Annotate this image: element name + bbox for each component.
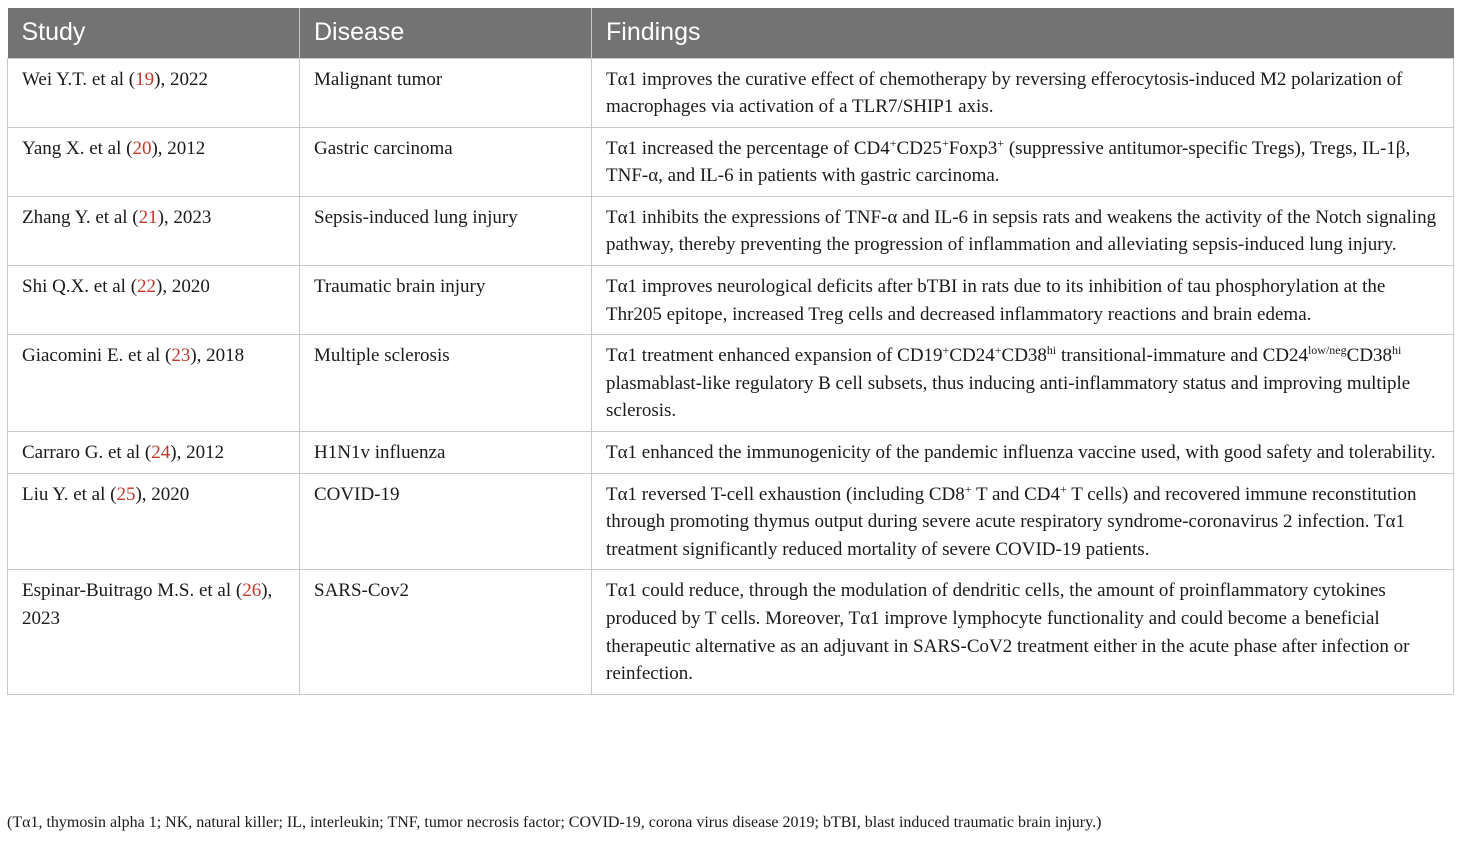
disease-cell: Gastric carcinoma	[300, 127, 592, 196]
table-footnote: (Tα1, thymosin alpha 1; NK, natural killer; IL, interleukin; TNF, tumor necrosis factor; COVID-19, corona virus disease 2019; bTBI, blast induced traumatic brain injury.)	[7, 814, 1102, 831]
findings-table-container	[7, 8, 1453, 695]
table-row	[8, 432, 1454, 474]
findings-text: T and CD4	[971, 483, 1061, 505]
findings-cell	[592, 432, 1454, 474]
study-author: Carraro G. et al (	[22, 442, 152, 464]
study-author: Wei Y.T. et al (	[22, 68, 136, 90]
reference-link[interactable]: 19	[135, 68, 155, 90]
findings-text: Tα1 reversed T-cell exhaustion (including CD8	[606, 483, 965, 505]
findings-text: Tα1 enhanced the immunogenicity of the pandemic influenza vaccine used, with good safety and tolerability.	[606, 442, 1436, 464]
study-cell	[8, 473, 300, 570]
disease-cell: Multiple sclerosis	[300, 335, 592, 432]
findings-text: transitional-immature and CD24	[1056, 345, 1308, 367]
findings-text: Tα1 improves the curative effect of chemotherapy by reversing efferocytosis-induced M2 polarization of macrophages via activation of a TLR7/SHIP1 axis.	[606, 68, 1403, 118]
superscript: +	[942, 343, 950, 358]
findings-text: Tα1 inhibits the expressions of TNF-α and IL-6 in sepsis rats and weakens the activity of the Notch signaling pathway, thereby preventing the progression of inflammation and alleviating sepsis-induced lung injury.	[606, 206, 1437, 256]
header-findings: Findings	[592, 8, 1454, 58]
superscript: +	[994, 343, 1002, 358]
study-author: Giacomini E. et al (	[22, 345, 172, 367]
findings-text: CD25	[896, 137, 942, 159]
findings-text: CD38	[1346, 345, 1393, 367]
superscript: hi	[1046, 343, 1057, 358]
header-row	[8, 8, 1454, 58]
study-cell	[8, 570, 300, 694]
study-author: Zhang Y. et al (	[22, 206, 139, 228]
findings-text: Tα1 could reduce, through the modulation of dendritic cells, the amount of proinflammatory cytokines produced by T cells. Moreover, Tα1 improve lymphocyte functionality and could become a beneficial therapeutic alternative as an adjuvant in SARS-CoV2 treatment either in the acute phase after infection or reinfection.	[606, 580, 1410, 685]
superscript: hi	[1392, 343, 1402, 358]
study-year: ), 2020	[156, 276, 210, 298]
findings-cell	[592, 58, 1454, 127]
reference-link[interactable]: 24	[151, 442, 171, 464]
study-year: ), 2023	[157, 206, 212, 228]
superscript: +	[964, 481, 972, 496]
table-body	[8, 58, 1454, 694]
findings-cell	[592, 570, 1454, 694]
disease-cell: SARS-Cov2	[300, 570, 592, 694]
study-year: ), 2012	[151, 137, 206, 159]
table-row	[8, 335, 1454, 432]
findings-text: CD24	[949, 345, 995, 367]
superscript: +	[941, 135, 949, 150]
findings-text: Tα1 treatment enhanced expansion of CD19	[606, 345, 943, 367]
superscript: +	[889, 135, 897, 150]
findings-cell	[592, 127, 1454, 196]
study-cell	[8, 266, 300, 335]
disease-cell: Traumatic brain injury	[300, 266, 592, 335]
table-row	[8, 127, 1454, 196]
findings-text: Foxp3	[948, 137, 998, 159]
findings-text: Tα1 improves neurological deficits after bTBI in rats due to its inhibition of tau phosphorylation at the Thr205 epitope, increased Treg cells and decreased inflammatory reactions and brain edema.	[606, 276, 1386, 325]
study-year: ), 2012	[170, 442, 225, 464]
disease-cell: Malignant tumor	[300, 58, 592, 127]
disease-cell: Sepsis-induced lung injury	[300, 196, 592, 265]
superscript: +	[997, 135, 1005, 150]
study-cell	[8, 196, 300, 265]
disease-cell: COVID-19	[300, 473, 592, 570]
findings-cell	[592, 266, 1454, 335]
study-cell	[8, 432, 300, 474]
table-row	[8, 266, 1454, 335]
table-row	[8, 570, 1454, 694]
disease-cell: H1N1v influenza	[300, 432, 592, 474]
study-year: ), 2018	[190, 345, 245, 367]
table-row	[8, 196, 1454, 265]
findings-text: T cells) and recovered immune reconstitution through promoting thymus output during severe acute respiratory syndrome-coronavirus 2 infection. Tα1 treatment significantly reduced mortality of severe COVID-19 patients.	[606, 483, 1417, 560]
table-row	[8, 473, 1454, 570]
study-cell	[8, 335, 300, 432]
study-year: ), 2022	[154, 68, 208, 90]
study-year: ), 2020	[135, 483, 190, 505]
findings-table	[7, 8, 1454, 695]
table-header	[8, 8, 1454, 58]
reference-link[interactable]: 25	[116, 483, 136, 505]
study-author: Yang X. et al (	[22, 137, 133, 159]
findings-text: Tα1 increased the percentage of CD4	[606, 137, 890, 159]
superscript: +	[1060, 481, 1067, 496]
findings-cell	[592, 335, 1454, 432]
table-row	[8, 58, 1454, 127]
study-cell	[8, 58, 300, 127]
study-author: Espinar-Buitrago M.S. et al (	[22, 580, 243, 602]
reference-link[interactable]: 22	[137, 276, 157, 298]
study-year: ), 2023	[22, 580, 273, 629]
reference-link[interactable]: 20	[132, 137, 152, 159]
findings-text: plasmablast-like regulatory B cell subsets, thus inducing anti-inflammatory status and improving multiple sclerosis.	[606, 372, 1411, 422]
findings-cell	[592, 196, 1454, 265]
study-author: Liu Y. et al (	[22, 483, 117, 505]
reference-link[interactable]: 26	[242, 580, 262, 602]
header-study: Study	[8, 8, 300, 58]
reference-link[interactable]: 23	[171, 345, 191, 367]
study-cell	[8, 127, 300, 196]
reference-link[interactable]: 21	[138, 206, 158, 228]
findings-cell	[592, 473, 1454, 570]
findings-text: CD38	[1001, 345, 1047, 367]
study-author: Shi Q.X. et al (	[22, 276, 138, 298]
findings-text: (suppressive antitumor-specific Tregs), Tregs, IL-1β, TNF-α, and IL-6 in patients with gastric carcinoma.	[606, 137, 1411, 187]
superscript: low/neg	[1307, 343, 1347, 358]
header-disease: Disease	[300, 8, 592, 58]
